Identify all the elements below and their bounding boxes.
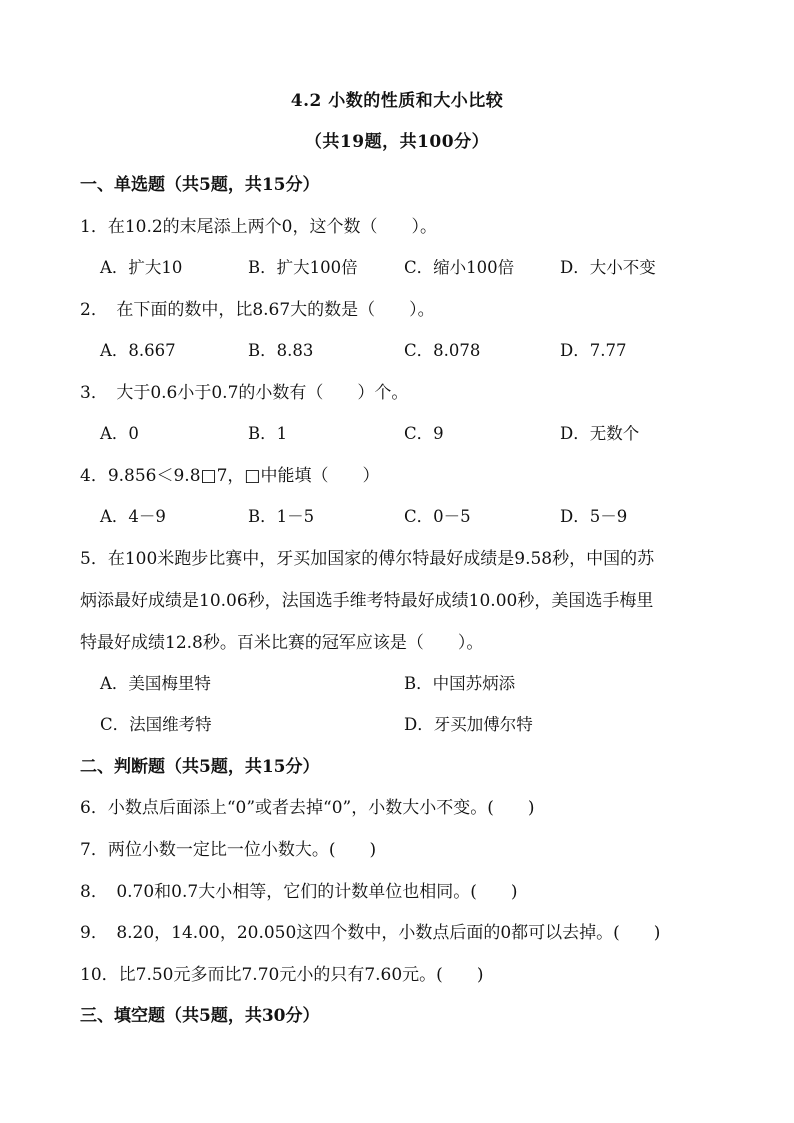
question-7: 7．两位小数一定比一位小数大。( ) [80,840,377,860]
question-6: 6．小数点后面添上“0”或者去掉“0”，小数大小不变。( ) [80,798,535,818]
question-4: 4．9.856＜9.8□7，□中能填（ ） [80,466,380,486]
q1-option-b: B．扩大100倍 [248,258,358,277]
q4-option-c: C．0－5 [404,507,471,526]
question-2: 2． 在下面的数中，比8.67大的数是（ ）。 [80,300,435,320]
q5-option-a: A．美国梅里特 [100,674,211,693]
q3-option-d: D．无数个 [560,424,640,443]
question-8: 8． 0.70和0.7大小相等，它们的计数单位也相同。( ) [80,882,518,902]
question-3: 3． 大于0.6小于0.7的小数有（ ）个。 [80,383,409,403]
section-heading-single-choice: 一、单选题（共5题，共15分） [80,175,320,195]
q4-option-a: A．4－9 [100,507,166,526]
question-9: 9． 8.20，14.00，20.050这四个数中，小数点后面的0都可以去掉。( ) [80,923,661,943]
q3-option-b: B．1 [248,424,288,443]
q1-option-c: C．缩小100倍 [404,258,515,277]
question-10: 10．比7.50元多而比7.70元小的只有7.60元。( ) [80,965,484,985]
question-5-line-2: 炳添最好成绩是10.06秒，法国选手维考特最好成绩10.00秒，美国选手梅里 [80,591,654,611]
question-5-line-3: 特最好成绩12.8秒。百米比赛的冠军应该是（ ）。 [80,633,484,653]
q2-option-c: C．8.078 [404,341,481,360]
page-subtitle: （共19题，共100分） [304,132,490,152]
page-title: 4.2 小数的性质和大小比较 [290,91,504,111]
question-1: 1．在10.2的末尾添上两个0，这个数（ ）。 [80,217,437,237]
q5-option-c: C．法国维考特 [100,715,212,734]
q5-option-b: B．中国苏炳添 [404,674,516,693]
section-heading-true-false: 二、判断题（共5题，共15分） [80,757,320,777]
q4-option-d: D．5－9 [560,507,628,526]
q2-option-d: D．7.77 [560,341,627,360]
q3-option-c: C．9 [404,424,444,443]
q2-option-b: B．8.83 [248,341,314,360]
q3-option-a: A．0 [100,424,139,443]
q4-option-b: B．1－5 [248,507,315,526]
section-heading-fill-in: 三、填空题（共5题，共30分） [80,1006,320,1026]
question-5-line-1: 5．在100米跑步比赛中，牙买加国家的傅尔特最好成绩是9.58秒，中国的苏 [80,549,655,569]
q2-option-a: A．8.667 [100,341,176,360]
q1-option-a: A．扩大10 [100,258,183,277]
q5-option-d: D．牙买加傅尔特 [404,715,533,734]
q1-option-d: D．大小不变 [560,258,656,277]
